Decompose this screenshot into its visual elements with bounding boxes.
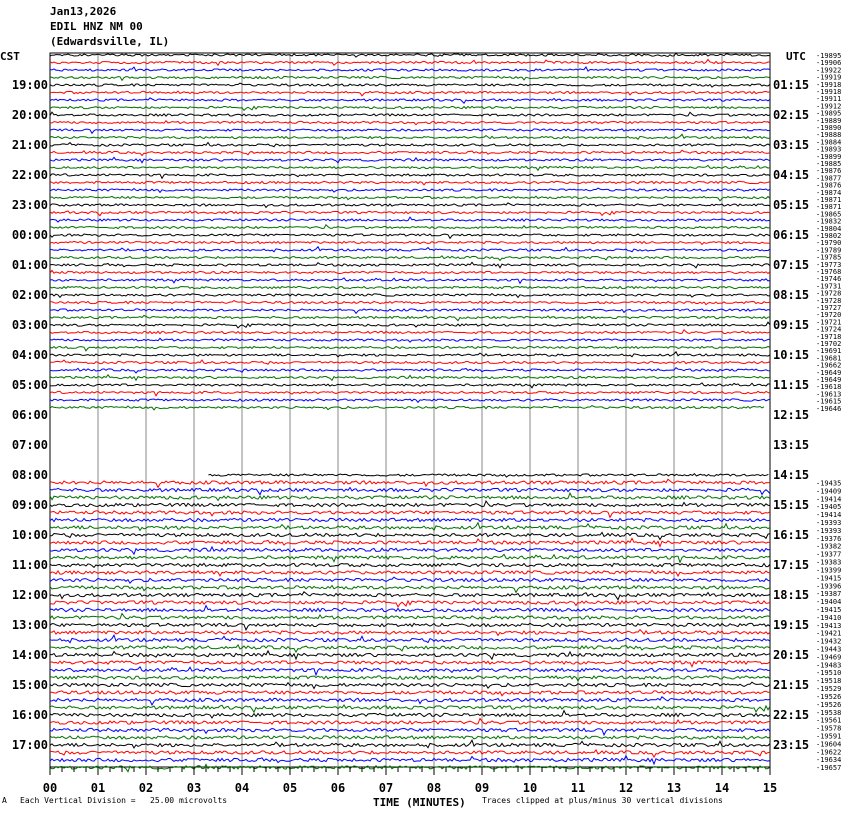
trace-offset-label: -19895 — [816, 52, 842, 60]
trace-line — [50, 532, 770, 539]
trace-line — [50, 493, 770, 500]
trace-offset-label: -19613 — [816, 390, 842, 399]
trace-offset-label: -19906 — [816, 59, 842, 68]
right-hour-label: 18:15 — [773, 588, 810, 602]
left-hour-label: 01:00 — [11, 258, 48, 272]
left-hour-label: 21:00 — [11, 138, 48, 152]
trace-line — [50, 301, 770, 305]
trace-line — [50, 406, 764, 410]
right-hour-label: 06:15 — [773, 228, 810, 242]
trace-offset-label: -19727 — [816, 304, 842, 312]
trace-line — [50, 667, 770, 675]
trace-line — [50, 368, 770, 373]
trace-line — [50, 322, 770, 328]
trace-offset-label: -19890 — [816, 124, 842, 132]
trace-offset-label: -19888 — [816, 131, 842, 140]
trace-offset-label: -19622 — [816, 748, 842, 757]
trace-line — [50, 134, 770, 139]
trace-line — [50, 174, 770, 178]
trace-line — [50, 67, 770, 71]
trace-offset-label: -19884 — [816, 138, 842, 147]
x-axis-label: TIME (MINUTES) — [373, 796, 466, 809]
trace-offset-label: -19728 — [816, 289, 842, 298]
trace-offset-label: -19526 — [816, 700, 842, 709]
trace-line — [50, 488, 770, 495]
trace-offset-label: -19518 — [816, 677, 842, 686]
trace-line — [50, 121, 770, 125]
trace-offset-label: -19912 — [816, 102, 842, 111]
trace-offset-label: -19413 — [816, 621, 842, 630]
trace-line — [50, 315, 770, 320]
right-hour-label: 04:15 — [773, 168, 810, 182]
left-hour-label: 05:00 — [11, 378, 48, 392]
right-hour-label: 08:15 — [773, 288, 810, 302]
trace-offset-label: -19649 — [816, 368, 842, 377]
trace-offset-label: -19483 — [816, 661, 842, 670]
trace-offset-label: -19510 — [816, 669, 842, 678]
left-hour-label: 04:00 — [11, 348, 48, 362]
trace-line — [50, 91, 770, 96]
left-hour-labels — [12, 78, 48, 752]
left-hour-label: 13:00 — [11, 618, 48, 632]
x-axis-ticks — [43, 767, 777, 795]
trace-line — [50, 225, 770, 229]
trace-line — [50, 270, 770, 273]
trace-offset-label: -19414 — [816, 511, 842, 520]
left-hour-label: 11:00 — [11, 558, 48, 572]
trace-line — [50, 645, 770, 652]
header-location: (Edwardsville, IL) — [50, 35, 170, 48]
trace-offset-label: -19414 — [816, 495, 842, 504]
x-tick-label: 06 — [330, 781, 346, 795]
trace-offset-label: -19720 — [816, 311, 842, 320]
trace-line — [50, 352, 770, 357]
trace-offset-label: -19561 — [816, 716, 842, 725]
trace-offset-label: -19421 — [816, 629, 842, 638]
trace-line — [50, 256, 770, 261]
x-tick-label: 11 — [570, 781, 586, 795]
trace-line — [50, 211, 770, 216]
trace-line — [50, 346, 770, 350]
trace-offset-label: -19405 — [816, 503, 842, 512]
trace-offset-label: -19578 — [816, 724, 842, 733]
trace-offset-label: -19832 — [816, 217, 842, 226]
trace-offset-label: -19874 — [816, 188, 842, 197]
trace-line — [50, 630, 770, 636]
trace-offset-label: -19922 — [816, 66, 842, 75]
trace-offset-label: -19773 — [816, 260, 842, 269]
trace-offset-label: -19876 — [816, 167, 842, 176]
footer-clip: Traces clipped at plus/minus 30 vertical divisions — [482, 796, 723, 805]
trace-line — [50, 586, 770, 593]
trace-offset-label: -19396 — [816, 582, 842, 591]
right-hour-labels — [773, 78, 809, 752]
trace-line — [50, 563, 770, 567]
left-hour-label: 06:00 — [11, 408, 48, 422]
left-hour-label: 07:00 — [11, 438, 48, 452]
right-hour-label: 13:15 — [773, 438, 810, 452]
trace-line — [50, 203, 770, 208]
trace-offset-label: -19889 — [816, 116, 842, 125]
trace-line — [50, 360, 770, 364]
trace-offset-label: -19895 — [816, 109, 842, 118]
x-tick-label: 15 — [762, 781, 778, 795]
trace-offset-label: -19746 — [816, 275, 842, 284]
trace-offset-label: -19443 — [816, 645, 842, 654]
trace-line — [50, 705, 770, 712]
trace-offset-label: -19529 — [816, 685, 842, 694]
trace-offset-label: -19681 — [816, 354, 842, 363]
trace-offset-label: -19393 — [816, 519, 842, 528]
x-tick-label: 05 — [282, 781, 298, 795]
trace-offset-label: -19404 — [816, 598, 842, 607]
trace-line — [50, 623, 770, 630]
left-hour-label: 20:00 — [11, 108, 48, 122]
x-tick-label: 09 — [474, 781, 490, 795]
trace-line — [50, 570, 770, 576]
trace-offset-label: -19789 — [816, 246, 842, 255]
trace-offset-label: -19919 — [816, 73, 842, 82]
trace-line — [50, 577, 770, 583]
trace-offset-label: -19383 — [816, 558, 842, 567]
trace-offset-label: -19877 — [816, 174, 842, 183]
right-hour-label: 10:15 — [773, 348, 810, 362]
trace-line — [50, 338, 770, 342]
trace-line — [50, 181, 770, 184]
x-tick-label: 10 — [522, 781, 538, 795]
x-tick-label: 12 — [618, 781, 634, 795]
trace-line — [50, 523, 770, 531]
trace-line — [50, 112, 770, 116]
trace-offset-label: -19899 — [816, 152, 842, 161]
left-hour-label: 15:00 — [11, 678, 48, 692]
trace-line — [50, 740, 770, 748]
trace-offset-label: -19432 — [816, 637, 842, 646]
header-station: EDIL HNZ NM 00 — [50, 20, 143, 33]
trace-offset-label: -19702 — [816, 340, 842, 348]
trace-offset-label: -19526 — [816, 692, 842, 701]
trace-offset-label: -19918 — [816, 80, 842, 89]
trace-offset-label: -19871 — [816, 196, 842, 204]
right-timezone: UTC — [786, 50, 806, 63]
trace-offset-label: -19591 — [816, 732, 842, 741]
trace-line — [50, 728, 770, 735]
trace-line — [50, 143, 770, 147]
trace-offset-label: -19876 — [816, 181, 842, 190]
trace-line — [50, 606, 770, 612]
trace-line — [50, 217, 770, 222]
trace-line — [50, 635, 770, 643]
left-hour-label: 22:00 — [11, 168, 48, 182]
x-tick-label: 08 — [426, 781, 442, 795]
trace-line — [50, 188, 770, 192]
trace-offset-label: -19911 — [816, 95, 842, 104]
trace-line — [50, 592, 770, 600]
trace-offset-label: -19804 — [816, 224, 842, 233]
trace-line — [50, 479, 770, 487]
trace-offset-label: -19721 — [816, 318, 842, 327]
trace-offset-label: -19469 — [816, 653, 842, 662]
right-hour-label: 15:15 — [773, 498, 810, 512]
right-hour-label: 01:15 — [773, 78, 810, 92]
trace-line — [50, 736, 770, 739]
trace-line — [50, 518, 770, 521]
right-hour-label: 12:15 — [773, 408, 810, 422]
trace-offset-label: -19377 — [816, 550, 842, 559]
trace-line — [50, 150, 770, 155]
trace-offset-labels — [816, 52, 841, 772]
left-hour-label: 16:00 — [11, 708, 48, 722]
trace-offset-label: -19802 — [816, 232, 842, 240]
right-hour-label: 07:15 — [773, 258, 810, 272]
trace-line — [50, 661, 770, 667]
trace-line — [50, 554, 770, 562]
left-hour-label: 19:00 — [11, 78, 48, 92]
trace-line — [50, 501, 770, 507]
trace-line — [50, 691, 770, 696]
trace-offset-label: -19718 — [816, 332, 842, 341]
trace-line — [50, 286, 770, 288]
trace-line — [50, 129, 770, 133]
trace-offset-label: -19662 — [816, 361, 842, 370]
x-tick-label: 02 — [138, 781, 154, 795]
trace-line — [50, 601, 770, 607]
trace-offset-label: -19657 — [816, 764, 842, 773]
left-hour-label: 14:00 — [11, 648, 48, 662]
right-hour-label: 09:15 — [773, 318, 810, 332]
trace-line — [50, 682, 770, 688]
trace-offset-label: -19376 — [816, 534, 842, 543]
trace-offset-label: -19768 — [816, 268, 842, 276]
trace-offset-label: -19399 — [816, 566, 842, 575]
trace-offset-label: -19871 — [816, 203, 842, 212]
trace-line — [50, 676, 770, 681]
trace-line — [50, 651, 770, 659]
trace-offset-label: -19393 — [816, 526, 842, 535]
trace-line — [50, 196, 770, 201]
trace-offset-label: -19918 — [816, 88, 842, 96]
trace-line — [50, 750, 770, 757]
trace-line — [50, 511, 770, 518]
trace-line — [50, 399, 770, 402]
trace-line — [50, 98, 770, 103]
trace-line — [50, 719, 770, 725]
trace-line — [50, 106, 770, 110]
left-hour-label: 17:00 — [11, 738, 48, 752]
trace-line — [50, 76, 770, 80]
left-hour-label: 08:00 — [11, 468, 48, 482]
trace-line — [50, 711, 770, 718]
trace-offset-label: -19865 — [816, 210, 842, 219]
trace-line — [50, 165, 770, 170]
left-hour-label: 03:00 — [11, 318, 48, 332]
right-hour-label: 17:15 — [773, 558, 810, 572]
left-hour-label: 00:00 — [11, 228, 48, 242]
trace-line — [50, 241, 770, 244]
header-date: Jan13,2026 — [50, 5, 117, 18]
trace-offset-label: -19634 — [816, 756, 842, 765]
trace-line — [50, 157, 770, 163]
x-tick-label: 14 — [714, 781, 730, 795]
trace-offset-label: -19885 — [816, 160, 842, 168]
trace-line — [50, 83, 770, 87]
footer-mark: A — [2, 796, 7, 805]
trace-offset-label: -19618 — [816, 383, 842, 392]
trace-line — [50, 697, 770, 705]
right-hour-label: 03:15 — [773, 138, 810, 152]
trace-offset-label: -19728 — [816, 296, 842, 305]
x-tick-label: 04 — [234, 781, 250, 795]
trace-line — [50, 375, 770, 381]
trace-offset-label: -19646 — [816, 404, 842, 413]
right-hour-label: 22:15 — [773, 708, 810, 722]
trace-line — [50, 614, 770, 621]
trace-line — [50, 247, 770, 252]
trace-line — [208, 474, 768, 477]
trace-offset-label: -19893 — [816, 145, 842, 154]
x-tick-label: 00 — [42, 781, 58, 795]
trace-offset-label: -19649 — [816, 376, 842, 384]
trace-offset-label: -19691 — [816, 347, 842, 356]
right-hour-label: 20:15 — [773, 648, 810, 662]
left-hour-label: 10:00 — [11, 528, 48, 542]
trace-line — [50, 278, 770, 283]
trace-offset-label: -19724 — [816, 325, 842, 334]
right-hour-label: 23:15 — [773, 738, 810, 752]
trace-line — [50, 53, 770, 57]
left-hour-label: 02:00 — [11, 288, 48, 302]
x-tick-label: 01 — [90, 781, 106, 795]
right-hour-label: 11:15 — [773, 378, 810, 392]
trace-line — [50, 538, 770, 546]
trace-offset-label: -19387 — [816, 590, 842, 599]
right-hour-label: 02:15 — [773, 108, 810, 122]
trace-offset-label: -19604 — [816, 740, 842, 749]
footer-scale: Each Vertical Division = 25.00 microvolts — [20, 796, 228, 805]
left-hour-label: 12:00 — [11, 588, 48, 602]
trace-line — [50, 383, 770, 388]
trace-line — [50, 309, 770, 314]
trace-offset-label: -19790 — [816, 239, 842, 248]
trace-offset-label: -19409 — [816, 487, 842, 496]
trace-offset-label: -19415 — [816, 574, 842, 583]
trace-line — [50, 262, 770, 268]
trace-line — [50, 234, 770, 238]
left-timezone: CST — [0, 50, 20, 63]
left-hour-label: 09:00 — [11, 498, 48, 512]
trace-offset-label: -19615 — [816, 397, 842, 406]
trace-line — [50, 294, 770, 298]
right-hour-label: 16:15 — [773, 528, 810, 542]
trace-offset-label: -19415 — [816, 605, 842, 614]
x-tick-label: 03 — [186, 781, 202, 795]
right-hour-label: 21:15 — [773, 678, 810, 692]
right-hour-label: 19:15 — [773, 618, 810, 632]
trace-offset-label: -19538 — [816, 708, 842, 717]
seismic-traces — [50, 53, 770, 772]
trace-line — [50, 391, 770, 395]
trace-line — [50, 330, 770, 334]
trace-line — [50, 59, 770, 65]
right-hour-label: 05:15 — [773, 198, 810, 212]
trace-line — [50, 756, 770, 764]
trace-offset-label: -19785 — [816, 253, 842, 262]
left-hour-label: 23:00 — [11, 198, 48, 212]
trace-offset-label: -19435 — [816, 479, 842, 488]
trace-offset-label: -19382 — [816, 542, 842, 551]
trace-offset-label: -19731 — [816, 282, 842, 291]
x-tick-label: 13 — [666, 781, 682, 795]
right-hour-label: 14:15 — [773, 468, 810, 482]
x-tick-label: 07 — [378, 781, 394, 795]
trace-line — [50, 547, 770, 554]
trace-offset-label: -19410 — [816, 613, 842, 622]
